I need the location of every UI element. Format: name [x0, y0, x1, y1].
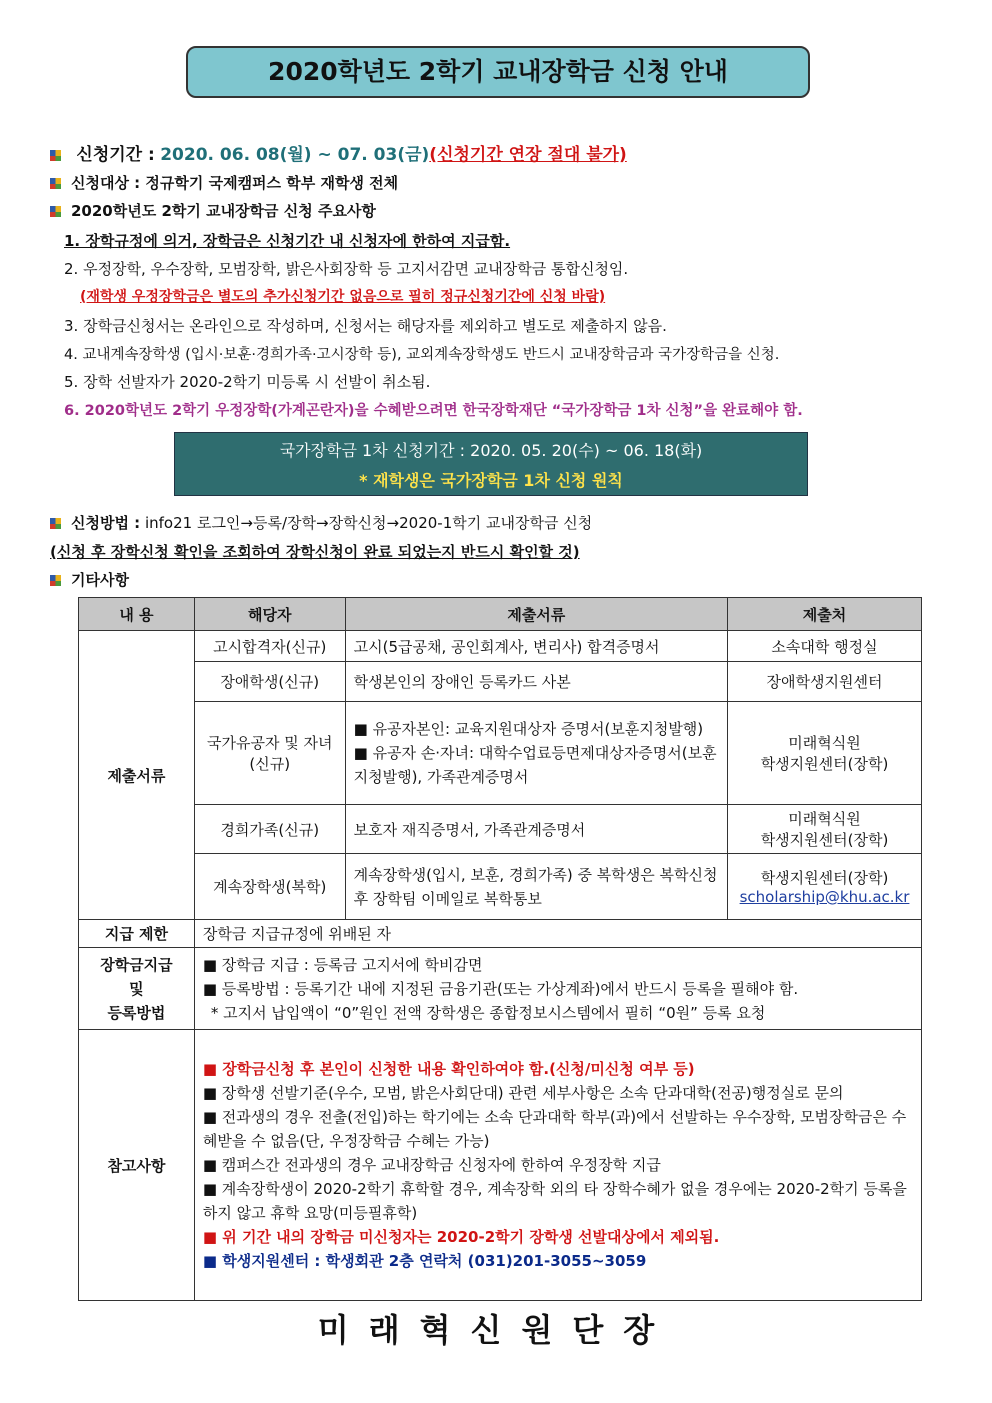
target-row	[50, 172, 398, 193]
ref-line: ■ 캠퍼스간 전과생의 경우 교내장학금 신청자에 한하여 우정장학 지급	[202, 1156, 661, 1174]
row-who: 계속장학생(복학)	[194, 854, 345, 920]
docs-label: 제출서류	[79, 631, 195, 920]
bullet-icon	[50, 518, 61, 529]
doc-line: ■ 유공자 손·자녀: 대학수업료등면제대상자증명서(보훈지청발행), 가족관계증명서	[353, 744, 717, 786]
item-4: 4. 교내계속장학생 (입시·보훈·경희가족·고시장학 등), 교외계속장학생도 반드시 교내장학금과 국가장학금을 신청.	[64, 347, 780, 363]
period-label: 신청기간 :	[76, 145, 155, 165]
target-text: 신청대상 : 정규학기 국제캠퍼스 학부 재학생 전체	[71, 174, 399, 192]
main-heading: 2020학년도 2학기 교내장학금 신청 주요사항	[71, 202, 376, 220]
row-who: 국가유공자 및 자녀(신규)	[194, 702, 345, 805]
row-where	[728, 854, 922, 920]
pay-line: ■ 장학금 지급 : 등록금 고지서에 학비감면	[202, 955, 483, 974]
limit-text: 장학금 지급규정에 위배된 자	[194, 920, 921, 948]
where-line: 미래혁식원	[788, 734, 861, 752]
pay-line: * 고지서 납입액이 “0”원인 전액 장학생은 종합정보시스템에서 필히 “0원” 등록 요청	[210, 1003, 766, 1022]
header-submit-to: 제출처	[728, 598, 922, 631]
row-doc: 계속장학생(입시, 보훈, 경희가족) 중 복학생은 복학신청 후 장학팀 이메일로 복학통보	[345, 854, 727, 920]
header-content: 내 용	[79, 598, 195, 631]
pay-line: ■ 등록방법 : 등록기간 내에 지정된 금융기관(또는 가상계좌)에서 반드시 등록을 필해야 함.	[202, 979, 799, 998]
period-row	[50, 140, 627, 165]
email-link[interactable]: scholarship@khu.ac.kr	[739, 888, 910, 906]
ref-text	[194, 1030, 921, 1301]
national-scholarship-box	[174, 432, 808, 496]
header-target: 해당자	[194, 598, 345, 631]
etc-heading: 기타사항	[71, 571, 129, 589]
ref-line: ■ 장학금신청 후 본인이 신청한 내용 확인하여야 함.(신청/미신청 여부 등)	[202, 1060, 695, 1078]
ref-line: ■ 계속장학생이 2020-2학기 휴학할 경우, 계속장학 외의 타 장학수혜가 없을 경우에는 2020-2학기 등록을 하지 않고 휴학 요망(미등필휴학)	[202, 1180, 907, 1222]
table-row	[79, 854, 922, 920]
period-note: (신청기간 연장 절대 불가)	[429, 145, 627, 165]
bullet-icon	[50, 206, 61, 217]
ref-row	[79, 1030, 922, 1301]
row-where: 장애학생지원센터	[728, 662, 922, 702]
table-row	[79, 662, 922, 702]
bullet-icon	[50, 575, 61, 586]
pay-label-line: 장학금지급	[100, 955, 173, 974]
table-header-row	[79, 598, 922, 631]
item-3: 3. 장학금신청서는 온라인으로 작성하며, 신청서는 해당자를 제외하고 별도로 제출하지 않음.	[64, 317, 667, 335]
table-row	[79, 805, 922, 854]
pay-text	[194, 948, 921, 1030]
table-row	[79, 702, 922, 805]
bullet-icon	[50, 178, 61, 189]
row-where	[728, 702, 922, 805]
row-doc	[345, 702, 727, 805]
ref-line: ■ 학생지원센터 : 학생회관 2층 연락처 (031)201-3055~3059	[202, 1252, 647, 1270]
ref-line: ■ 위 기간 내의 장학금 미신청자는 2020-2학기 장학생 선발대상에서 제외됨.	[202, 1228, 720, 1246]
pay-label-line: 및	[129, 979, 144, 998]
pay-row	[79, 948, 922, 1030]
row-doc: 학생본인의 장애인 등록카드 사본	[345, 662, 727, 702]
ref-line: ■ 장학생 선발기준(우수, 모범, 밝은사회단대) 관련 세부사항은 소속 단과대학(전공)행정실로 문의	[202, 1084, 844, 1102]
row-who: 경희가족(신규)	[194, 805, 345, 854]
where-line: 학생지원센터(장학)	[760, 755, 889, 773]
pay-label-line: 등록방법	[107, 1003, 166, 1022]
where-line: 학생지원센터(장학)	[760, 831, 889, 849]
where-line: 미래혁식원	[788, 810, 861, 828]
row-doc: 고시(5급공채, 공인회계사, 변리사) 합격증명서	[345, 631, 727, 662]
footer-signature: 미래혁신원단장	[317, 1311, 675, 1349]
page-title: 2020학년도 2학기 교내장학금 신청 안내	[186, 46, 810, 98]
period-dates: 2020. 06. 08(월) ~ 07. 03(금)	[160, 145, 430, 165]
info-table	[78, 597, 922, 1301]
doc-line: ■ 유공자본인: 교육지원대상자 증명서(보훈지청발행)	[353, 720, 704, 738]
limit-row	[79, 920, 922, 948]
table-row	[79, 631, 922, 662]
method-text: info21 로그인→등록/장학→장학신청→2020-1학기 교내장학금 신청	[144, 514, 593, 532]
item-2-note: (재학생 우정장학금은 별도의 추가신청기간 없음으로 필히 정규신청기간에 신청 바람)	[80, 289, 606, 305]
method-label: 신청방법 :	[71, 514, 141, 532]
header-documents: 제출서류	[345, 598, 727, 631]
pay-label	[79, 948, 195, 1030]
method-note: (신청 후 장학신청 확인을 조회하여 장학신청이 완료 되었는지 반드시 확인할 것)	[50, 543, 580, 561]
limit-label: 지급 제한	[79, 920, 195, 948]
main-heading-row	[50, 200, 376, 221]
national-period: 국가장학금 1차 신청기간 : 2020. 05. 20(수) ~ 06. 18(화)	[279, 441, 703, 460]
item-5: 5. 장학 선발자가 2020-2학기 미등록 시 선발이 취소됨.	[64, 373, 431, 391]
method-row	[50, 512, 592, 533]
row-where	[728, 805, 922, 854]
ref-line: ■ 전과생의 경우 전출(전입)하는 학기에는 소속 단과대학 학부(과)에서 선발하는 우수장학, 모범장학금은 수혜받을 수 없음(단, 우정장학금 수혜는 가능)	[202, 1108, 907, 1150]
row-where: 소속대학 행정실	[728, 631, 922, 662]
ref-label: 참고사항	[79, 1030, 195, 1301]
national-note: * 재학생은 국가장학금 1차 신청 원칙	[359, 471, 623, 490]
row-who: 장애학생(신규)	[194, 662, 345, 702]
where-line: 학생지원센터(장학)	[760, 869, 889, 887]
item-6: 6. 2020학년도 2학기 우정장학(가계곤란자)을 수혜받으려면 한국장학재단 “국가장학금 1차 신청”을 완료해야 함.	[64, 403, 803, 419]
row-who: 고시합격자(신규)	[194, 631, 345, 662]
item-1: 1. 장학규정에 의거, 장학금은 신청기간 내 신청자에 한하여 지급함.	[64, 232, 511, 250]
bullet-icon	[50, 150, 61, 161]
item-2: 2. 우정장학, 우수장학, 모범장학, 밝은사회장학 등 고지서감면 교내장학금 통합신청임.	[64, 260, 629, 278]
etc-row	[50, 569, 129, 590]
row-doc: 보호자 재직증명서, 가족관계증명서	[345, 805, 727, 854]
